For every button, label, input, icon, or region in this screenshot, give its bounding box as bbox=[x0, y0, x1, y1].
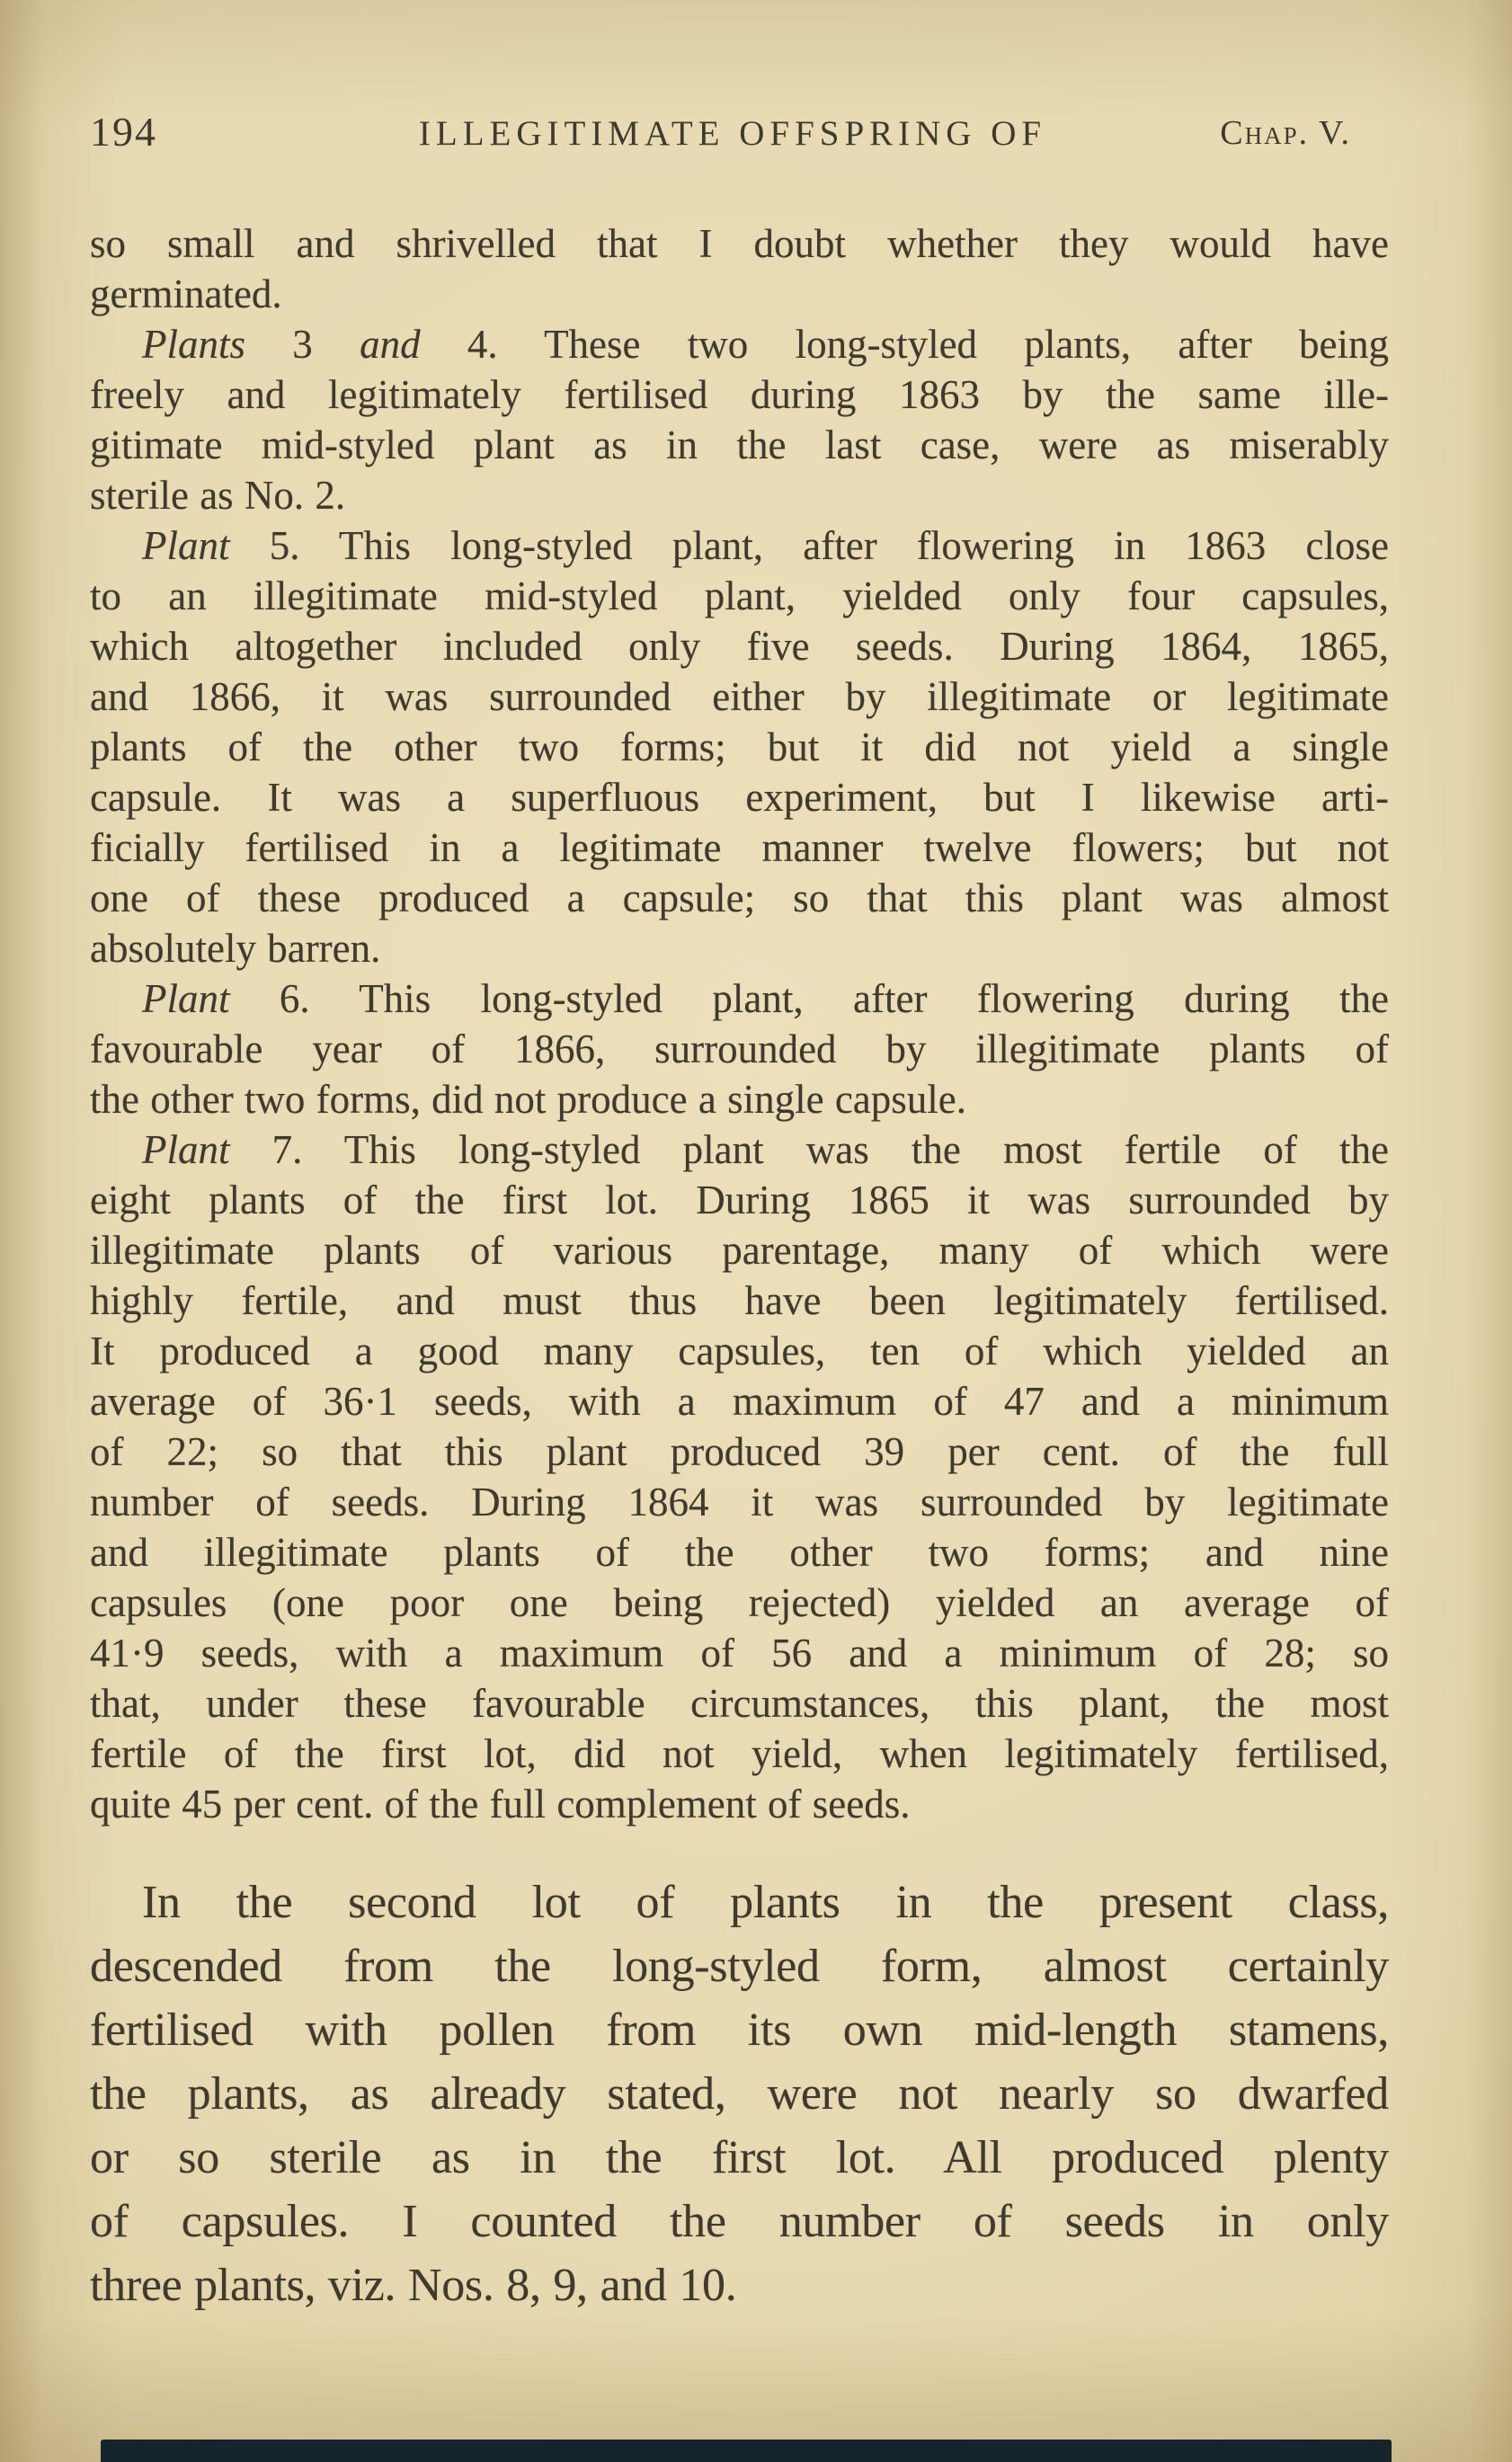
text-line: which altogether included only five seeds. During 1864, 1865, bbox=[90, 624, 1389, 669]
text-line: capsule. It was a superfluous experiment, but I likewise arti- bbox=[90, 775, 1389, 820]
text-line: the other two forms, did not produce a single capsule. bbox=[90, 1077, 967, 1122]
text-line: or so sterile as in the first lot. All produced plenty bbox=[90, 2132, 1389, 2183]
chapter-label: Chap. V. bbox=[1220, 114, 1351, 152]
text-line: highly fertile, and must thus have been legitimately fertilised. bbox=[90, 1278, 1389, 1323]
text-line: capsules (one poor one being rejected) yielded an average of bbox=[90, 1580, 1389, 1625]
text-line: Plant 5. This long-styled plant, after flowering in 1863 close bbox=[142, 523, 1389, 568]
text-line: Plant 7. This long-styled plant was the most fertile of the bbox=[142, 1127, 1389, 1172]
text-line: 41·9 seeds, with a maximum of 56 and a minimum of 28; so bbox=[90, 1631, 1389, 1675]
text-line: and 1866, it was surrounded either by illegitimate or legitimate bbox=[90, 674, 1389, 719]
text-line: quite 45 per cent. of the full complement of seeds. bbox=[90, 1782, 911, 1827]
text-line: In the second lot of plants in the present class, bbox=[142, 1877, 1389, 1928]
text-line: gitimate mid-styled plant as in the last case, were as miserably bbox=[90, 422, 1389, 467]
paragraph bbox=[90, 319, 1389, 520]
text-line: of capsules. I counted the number of seeds in only bbox=[90, 2196, 1389, 2247]
text-line: to an illegitimate mid-styled plant, yielded only four capsules, bbox=[90, 573, 1389, 618]
text-line: so small and shrivelled that I doubt whether they would have bbox=[90, 221, 1389, 266]
paragraph bbox=[90, 1871, 1389, 2317]
text-line: eight plants of the first lot. During 1865 it was surrounded by bbox=[90, 1178, 1389, 1222]
text-line: illegitimate plants of various parentage, many of which were bbox=[90, 1228, 1389, 1273]
page-number: 194 bbox=[90, 109, 157, 155]
text-line: absolutely barren. bbox=[90, 926, 381, 971]
text-line: that, under these favourable circumstances, this plant, the most bbox=[90, 1681, 1389, 1726]
body-text bbox=[90, 218, 1389, 2317]
text-line: favourable year of 1866, surrounded by illegitimate plants of bbox=[90, 1027, 1389, 1071]
text-line: number of seeds. During 1864 it was surrounded by legitimate bbox=[90, 1480, 1389, 1524]
text-line: three plants, viz. Nos. 8, 9, and 10. bbox=[90, 2260, 737, 2311]
page-header bbox=[90, 106, 1389, 160]
paragraph bbox=[90, 1124, 1389, 1829]
text-line: Plant 6. This long-styled plant, after flowering during the bbox=[142, 976, 1389, 1021]
paragraph bbox=[90, 218, 1389, 319]
text-line: freely and legitimately fertilised during 1863 by the same ille- bbox=[90, 372, 1389, 417]
text-line: descended from the long-styled form, almost certainly bbox=[90, 1941, 1389, 1992]
page-bottom-edge bbox=[101, 2440, 1392, 2462]
text-line: one of these produced a capsule; so that this plant was almost bbox=[90, 875, 1389, 920]
running-title: ILLEGITIMATE OFFSPRING OF bbox=[418, 114, 1047, 153]
text-line: ficially fertilised in a legitimate manner twelve flowers; but not bbox=[90, 825, 1389, 870]
text-line: of 22; so that this plant produced 39 per cent. of the full bbox=[90, 1429, 1389, 1474]
paragraph bbox=[90, 520, 1389, 973]
text-line: Plants 3 and 4. These two long-styled plants, after being bbox=[142, 322, 1390, 367]
text-line: sterile as No. 2. bbox=[90, 473, 346, 518]
text-line: germinated. bbox=[90, 271, 282, 316]
paragraph bbox=[90, 973, 1389, 1124]
text-line: It produced a good many capsules, ten of which yielded an bbox=[90, 1329, 1389, 1373]
text-line: and illegitimate plants of the other two forms; and nine bbox=[90, 1530, 1389, 1575]
text-line: plants of the other two forms; but it did not yield a single bbox=[90, 724, 1389, 769]
text-line: the plants, as already stated, were not nearly so dwarfed bbox=[90, 2068, 1389, 2120]
text-line: fertilised with pollen from its own mid-length stamens, bbox=[90, 2004, 1389, 2056]
text-line: fertile of the first lot, did not yield, when legitimately fertilised, bbox=[90, 1731, 1389, 1776]
text-line: average of 36·1 seeds, with a maximum of 47 and a minimum bbox=[90, 1379, 1389, 1424]
